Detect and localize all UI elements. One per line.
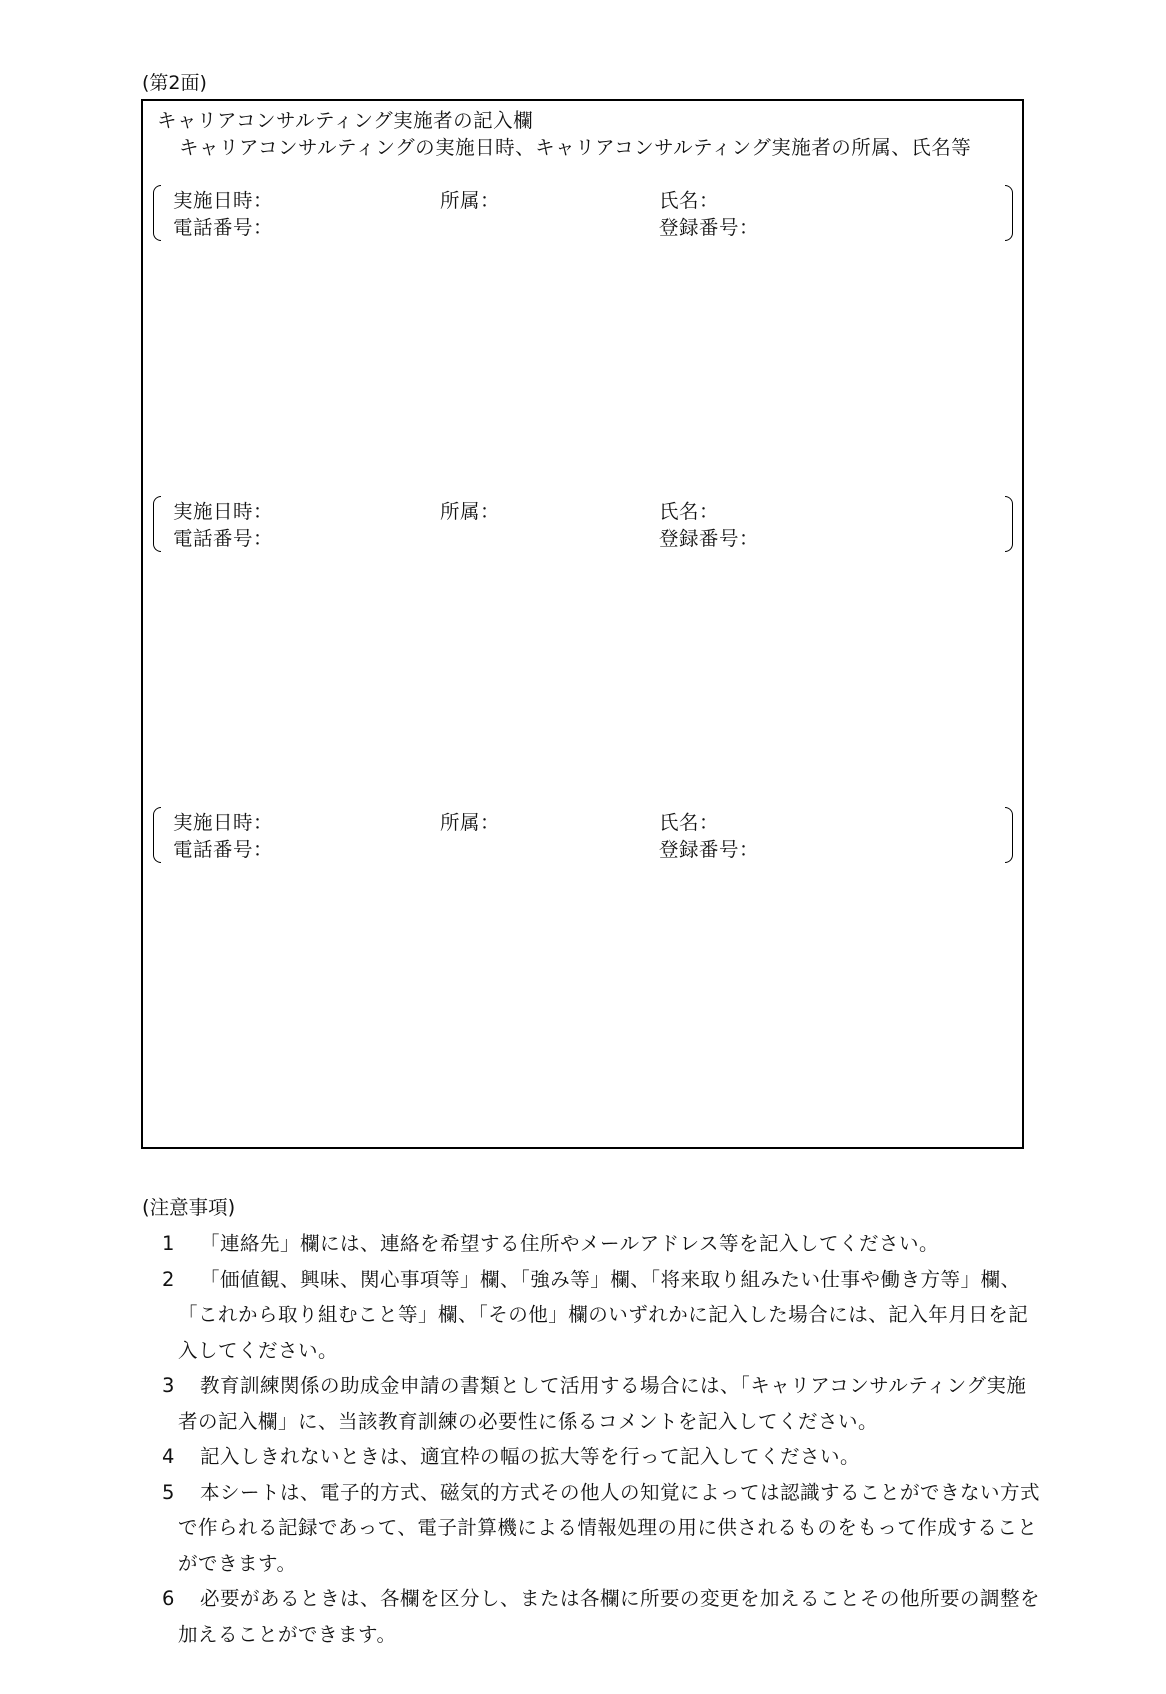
registration-label: 登録番号： (659, 527, 760, 550)
affiliation-label: 所属： (440, 500, 501, 523)
notes-list (160, 1226, 1040, 1652)
note-number: 4 (162, 1445, 175, 1468)
entry-block-3 (151, 807, 1015, 865)
phone-label: 電話番号： (173, 216, 274, 239)
name-label: 氏名： (659, 500, 720, 523)
registration-label: 登録番号： (659, 216, 760, 239)
affiliation-label: 所属： (440, 189, 501, 212)
registration-label: 登録番号： (659, 838, 760, 861)
note-item (160, 1262, 1040, 1369)
note-text: 記入しきれないときは、適宜枠の幅の拡大等を行って記入してください。 (200, 1445, 861, 1468)
right-bracket-icon (1005, 185, 1013, 241)
right-bracket-icon (1005, 807, 1013, 863)
note-text: 必要があるときは、各欄を区分し、または各欄に所要の変更を加えることその他所要の調整を加えることができます。 (178, 1587, 1041, 1646)
note-text: 「連絡先」欄には、連絡を希望する住所やメールアドレス等を記入してください。 (200, 1232, 940, 1255)
affiliation-label: 所属： (440, 811, 501, 834)
left-bracket-icon (153, 185, 161, 241)
note-item (160, 1581, 1040, 1652)
name-label: 氏名： (659, 189, 720, 212)
page-label: (第2面) (142, 72, 207, 94)
note-number: 3 (162, 1374, 175, 1397)
notes-title: (注意事項) (142, 1196, 236, 1219)
phone-label: 電話番号： (173, 527, 274, 550)
date-label: 実施日時： (173, 811, 274, 834)
note-number: 2 (162, 1267, 175, 1291)
right-bracket-icon (1005, 496, 1013, 552)
note-text: 教育訓練関係の助成金申請の書類として活用する場合には、「キャリアコンサルティング実施者の記入欄」に、当該教育訓練の必要性に係るコメントを記入してください。 (178, 1374, 1027, 1433)
entry-block-2 (151, 496, 1015, 554)
note-number: 6 (162, 1587, 175, 1610)
note-item (160, 1475, 1040, 1582)
consultant-entry-box (141, 99, 1024, 1149)
note-item (160, 1368, 1040, 1439)
note-item (160, 1439, 1040, 1475)
left-bracket-icon (153, 807, 161, 863)
note-item (160, 1226, 1040, 1262)
box-subheading: キャリアコンサルティングの実施日時、キャリアコンサルティング実施者の所属、氏名等 (179, 136, 972, 159)
phone-label: 電話番号： (173, 838, 274, 861)
note-text: 本シートは、電子的方式、磁気的方式その他人の知覚によっては認識することができない方式で作られる記録であって、電子計算機による情報処理の用に供されるものをもって作成することができます。 (178, 1480, 1041, 1575)
entry-block-1 (151, 185, 1015, 243)
date-label: 実施日時： (173, 500, 274, 523)
box-heading: キャリアコンサルティング実施者の記入欄 (157, 109, 534, 132)
name-label: 氏名： (659, 811, 720, 834)
note-number: 5 (162, 1480, 175, 1504)
note-number: 1 (162, 1232, 175, 1255)
date-label: 実施日時： (173, 189, 274, 212)
note-text: 「価値観、興味、関心事項等」欄、「強み等」欄、「将来取り組みたい仕事や働き方等」欄、「これから取り組むこと等」欄、「その他」欄のいずれかに記入した場合には、記入年月日を記入してください。 (178, 1267, 1029, 1362)
left-bracket-icon (153, 496, 161, 552)
